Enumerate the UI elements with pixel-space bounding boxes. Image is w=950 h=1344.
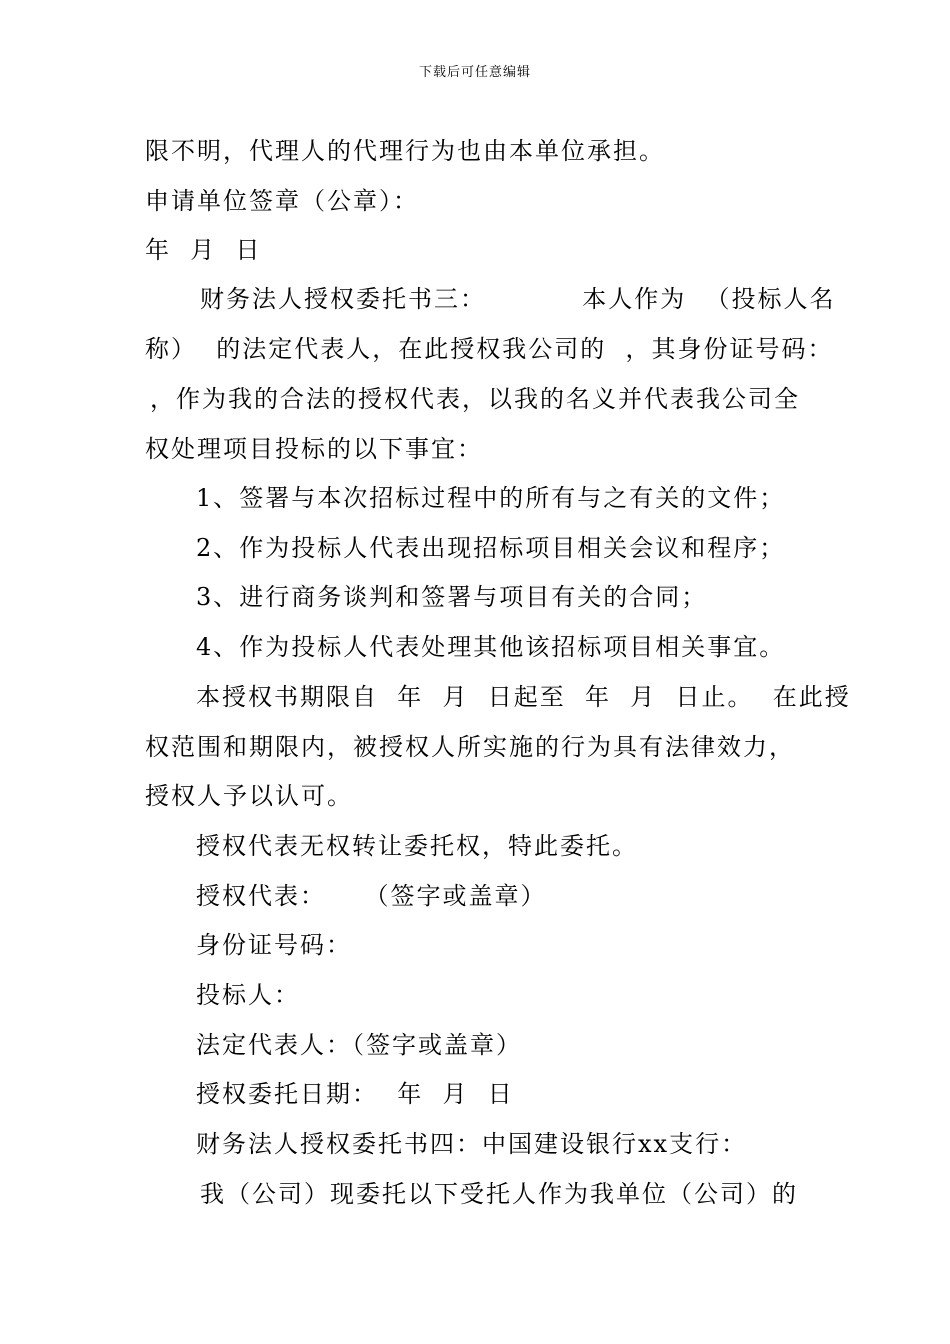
text-line-17: 身份证号码：: [196, 931, 352, 959]
text-line-3: 年 月 日: [145, 236, 262, 264]
text-line-12: 本授权书期限自 年 月 日起至 年 月 日止。 在此授: [196, 683, 851, 711]
text-line-9: 2、作为投标人代表出现招标项目相关会议和程序；: [196, 534, 786, 562]
text-line-7: 权处理项目投标的以下事宜：: [145, 435, 483, 463]
text-line-18: 投标人：: [196, 981, 300, 1009]
text-line-2: 申请单位签章（公章）：: [145, 187, 419, 215]
text-line-11: 4、作为投标人代表处理其他该招标项目相关事宜。: [196, 633, 786, 661]
page-header: 下载后可任意编辑: [418, 65, 531, 80]
text-line-6: ，作为我的合法的授权代表，以我的名义并代表我公司全: [150, 385, 800, 413]
text-line-4: 财务法人授权委托书三： 本人作为 （投标人名: [200, 285, 836, 313]
text-line-1: 限不明，代理人的代理行为也由本单位承担。: [145, 137, 665, 165]
text-line-22: 我（公司）现委托以下受托人作为我单位（公司）的: [200, 1180, 798, 1208]
text-line-20: 授权委托日期： 年 月 日: [196, 1080, 514, 1108]
text-line-19: 法定代表人：（签字或盖章）: [196, 1031, 522, 1059]
text-line-5: 称） 的法定代表人，在此授权我公司的 ，其身份证号码：: [145, 335, 834, 363]
text-line-8: 1、签署与本次招标过程中的所有与之有关的文件；: [196, 484, 786, 512]
text-line-16: 授权代表： （签字或盖章）: [196, 882, 547, 910]
text-line-13: 权范围和期限内，被授权人所实施的行为具有法律效力，: [145, 733, 795, 761]
text-line-10: 3、进行商务谈判和签署与项目有关的合同；: [196, 583, 708, 611]
text-line-14: 授权人予以认可。: [145, 782, 353, 810]
text-line-15: 授权代表无权转让委托权，特此委托。: [196, 832, 638, 860]
text-line-21: 财务法人授权委托书四：中国建设银行xx支行：: [196, 1130, 748, 1158]
